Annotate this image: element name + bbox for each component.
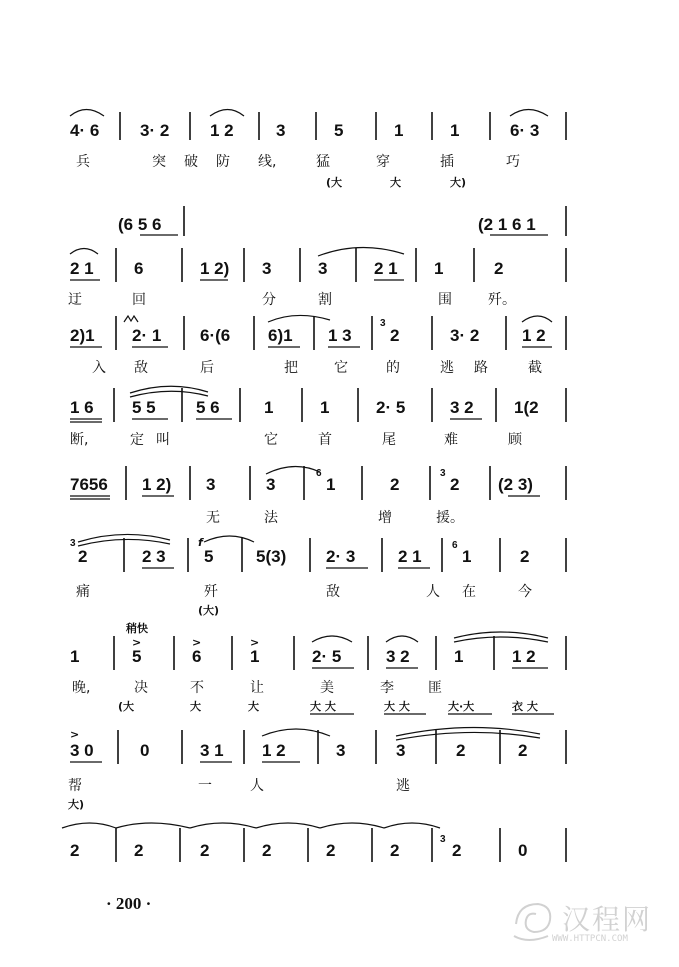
accent-mark: > <box>132 636 142 649</box>
tie <box>130 386 208 393</box>
slur <box>70 110 104 117</box>
note-group: 2)1 <box>70 326 95 345</box>
lyric: 的 <box>386 360 400 376</box>
note-group: 3 0 <box>70 741 94 760</box>
note-group: 5 6 <box>196 398 220 417</box>
note-group: (2 3) <box>498 475 533 494</box>
note-group: 2 <box>70 841 80 860</box>
note-group: 2 <box>518 741 528 760</box>
tie <box>318 247 404 256</box>
system-3 <box>70 315 566 376</box>
note-group: 2 1 <box>70 259 94 278</box>
tie <box>396 732 540 740</box>
note-group: 5 <box>334 121 344 140</box>
note-group: 2 <box>494 259 504 278</box>
percussion-syllable: 大·大 <box>448 700 475 713</box>
note-group: 3 <box>396 741 406 760</box>
lyric: 割 <box>318 292 332 308</box>
lyric: 插 <box>440 154 454 170</box>
percussion-syllable: (大) <box>198 604 220 617</box>
lyric: 晚, <box>72 680 91 696</box>
note-group: 2 <box>456 741 466 760</box>
note-group: 5 5 <box>132 398 156 417</box>
lyric: 破 <box>184 154 198 170</box>
system-1 <box>70 110 566 190</box>
percussion-syllable: (大 <box>326 176 343 189</box>
note-group: 3 2 <box>386 647 410 666</box>
page-number: · 200 · <box>106 894 152 913</box>
lyric: 美 <box>320 680 334 696</box>
lyric: 它 <box>334 360 348 376</box>
note-group: 1 2 <box>522 326 546 345</box>
watermark-logo <box>508 896 668 952</box>
tempo-mark: 稍快 <box>126 622 148 635</box>
note-group: 1 3 <box>328 326 352 345</box>
note-group: 1(2 <box>514 398 539 417</box>
lyric: 援。 <box>436 510 464 526</box>
note-group: 1 <box>264 398 274 417</box>
note-group: 2 <box>520 547 530 566</box>
lyric: 敌 <box>326 584 340 600</box>
note-group: 2 <box>390 475 400 494</box>
tie <box>204 536 254 542</box>
system-2 <box>68 206 566 308</box>
note-group: 1 <box>320 398 330 417</box>
lyric: 猛 <box>316 154 330 170</box>
note-group: 2· 1 <box>132 326 162 345</box>
lyric: 逃 <box>440 360 454 376</box>
note-group: 1 2 <box>262 741 286 760</box>
lyric: 难 <box>444 432 458 448</box>
lyric: 巧 <box>506 154 520 170</box>
slur <box>386 636 418 642</box>
lyric: 定 <box>130 432 144 448</box>
note-group: (2 1 6 1 <box>478 215 536 234</box>
note-group: 2 3 <box>142 547 166 566</box>
note-group: 0 <box>518 841 528 860</box>
percussion-syllable: 大 大 <box>310 700 336 713</box>
grace-note: 3 <box>380 318 386 329</box>
note-group: 3 <box>336 741 346 760</box>
note-group: 1 <box>462 547 472 566</box>
lyric: 它 <box>264 432 278 448</box>
slur <box>70 249 98 255</box>
lyric: 敌 <box>134 360 148 376</box>
percussion-syllable: 衣 大 <box>512 700 538 713</box>
watermark-name: 汉程网 <box>562 903 653 936</box>
system-5 <box>70 466 566 526</box>
lyric: 首 <box>318 432 332 448</box>
note-group: 2 <box>78 547 88 566</box>
lyric: 把 <box>284 360 298 376</box>
accent-mark: > <box>192 636 202 649</box>
note-group: 2 <box>326 841 336 860</box>
note-group: 3 <box>318 259 328 278</box>
note-group: 0 <box>140 741 150 760</box>
tie <box>384 823 440 828</box>
note-group: 3· 2 <box>450 326 480 345</box>
lyric: 人 <box>426 584 440 600</box>
lyric: 入 <box>92 360 106 376</box>
percussion-syllable: 大 <box>190 700 201 713</box>
tie <box>454 637 548 642</box>
lyric: 帮 <box>68 778 82 794</box>
note-group: 2 <box>450 475 460 494</box>
mordent-icon <box>124 316 138 322</box>
grace-note: 3 <box>440 468 446 479</box>
grace-note: 6 <box>316 468 322 479</box>
grace-note: 3 <box>440 834 446 845</box>
note-group: 6 <box>134 259 144 278</box>
note-group: 3 <box>206 475 216 494</box>
slur <box>510 110 548 117</box>
percussion-syllable: (大 <box>118 700 135 713</box>
note-group: 2· 5 <box>312 647 342 666</box>
note-group: 3 1 <box>200 741 224 760</box>
lyric: 迂 <box>68 292 82 308</box>
note-group: 3 <box>276 121 286 140</box>
note-group: 6)1 <box>268 326 293 345</box>
percussion-syllable: 大 大 <box>384 700 410 713</box>
note-group: 2 1 <box>398 547 422 566</box>
note-group: 2 1 <box>374 259 398 278</box>
note-group: 1 2) <box>200 259 230 278</box>
note-group: 2 <box>134 841 144 860</box>
note-group: 7656 <box>70 475 108 494</box>
note-group: 6·(6 <box>200 326 231 345</box>
percussion-syllable: 大) <box>68 798 85 811</box>
slur <box>522 316 552 322</box>
note-group: 1 <box>70 647 80 666</box>
lyric: 截 <box>528 360 542 376</box>
tie <box>320 823 384 828</box>
lyric: 无 <box>206 510 220 526</box>
watermark-url: WWW.HTTPCN.COM <box>552 934 628 944</box>
slur <box>210 110 244 117</box>
note-group: 1 <box>434 259 444 278</box>
accent-mark: > <box>250 636 260 649</box>
note-group: (6 5 6 <box>118 215 162 234</box>
grace-note: 3 <box>70 538 76 549</box>
tie <box>268 315 330 322</box>
note-group: 4· 6 <box>70 121 100 140</box>
lyric: 今 <box>518 584 532 600</box>
lyric: 歼 <box>204 584 218 600</box>
lyric: 穿 <box>376 154 390 170</box>
system-9 <box>62 823 566 862</box>
lyric: 路 <box>474 360 488 376</box>
lyric: 围 <box>438 292 452 308</box>
lyric: 人 <box>250 778 264 794</box>
accent-mark: > <box>70 728 80 741</box>
lyric: 后 <box>200 360 214 376</box>
note-group: 2 <box>452 841 462 860</box>
lyric: 兵 <box>76 154 90 170</box>
slur <box>312 636 352 642</box>
note-group: 3 <box>262 259 272 278</box>
system-8 <box>68 727 566 811</box>
lyric: 增 <box>378 510 392 526</box>
note-group: 5 <box>132 647 142 666</box>
system-4 <box>70 386 566 448</box>
lyric: 痛 <box>76 584 90 600</box>
note-group: 2 <box>262 841 272 860</box>
system-6 <box>70 534 566 617</box>
note-group: 5(3) <box>256 547 287 566</box>
lyric: 匪 <box>428 680 442 696</box>
notation-line <box>516 904 550 932</box>
lyric: 李 <box>380 680 394 696</box>
percussion-syllable: 大 <box>248 700 259 713</box>
note-group: 1 <box>326 475 336 494</box>
note-group: 2· 5 <box>376 398 406 417</box>
lyric: 一 <box>198 778 212 794</box>
note-group: 1 2 <box>210 121 234 140</box>
note-group: 2 <box>390 841 400 860</box>
tie <box>130 391 208 397</box>
note-group: 3 2 <box>450 398 474 417</box>
tie <box>190 823 256 828</box>
tie <box>256 823 320 828</box>
lyric: 尾 <box>382 432 396 448</box>
note-group: 1 <box>454 647 464 666</box>
note-group: 3 <box>266 475 276 494</box>
note-group: 3· 2 <box>140 121 170 140</box>
lyric: 突 <box>152 154 166 170</box>
system-7 <box>70 621 566 714</box>
note-group: 2· 3 <box>326 547 356 566</box>
note-group: 1 <box>250 647 260 666</box>
note-group: 2 <box>200 841 210 860</box>
lyric: 逃 <box>396 778 410 794</box>
lyric: 叫 <box>156 432 170 448</box>
lyric: 法 <box>264 510 278 526</box>
lyric: 歼。 <box>488 292 516 308</box>
note-group: 1 2) <box>142 475 172 494</box>
notation-line <box>514 936 548 940</box>
lyric: 断, <box>70 432 89 448</box>
grace-note: 6 <box>452 540 458 551</box>
percussion-syllable: 大 <box>390 176 401 189</box>
tie <box>62 823 116 828</box>
lyric: 线, <box>258 154 277 170</box>
note-group: 1 <box>394 121 404 140</box>
lyric: 防 <box>216 154 230 170</box>
lyric: 在 <box>462 584 476 600</box>
lyric: 回 <box>132 292 146 308</box>
lyric: 分 <box>262 292 276 308</box>
swirl-logo-icon <box>508 896 558 946</box>
note-group: 6· 3 <box>510 121 540 140</box>
lyric: 决 <box>134 680 148 696</box>
lyric: 不 <box>190 680 204 696</box>
tie <box>266 466 320 474</box>
lyric: 让 <box>250 680 264 696</box>
tie <box>262 729 330 736</box>
note-group: 5 <box>204 547 214 566</box>
note-group: 1 <box>450 121 460 140</box>
lyric: 顾 <box>508 432 522 448</box>
note-group: 6 <box>192 647 202 666</box>
note-group: 2 <box>390 326 400 345</box>
tie <box>116 823 190 828</box>
note-group: 1 6 <box>70 398 94 417</box>
percussion-syllable: 大) <box>450 176 467 189</box>
dynamic-mark: f <box>198 536 203 549</box>
note-group: 1 2 <box>512 647 536 666</box>
